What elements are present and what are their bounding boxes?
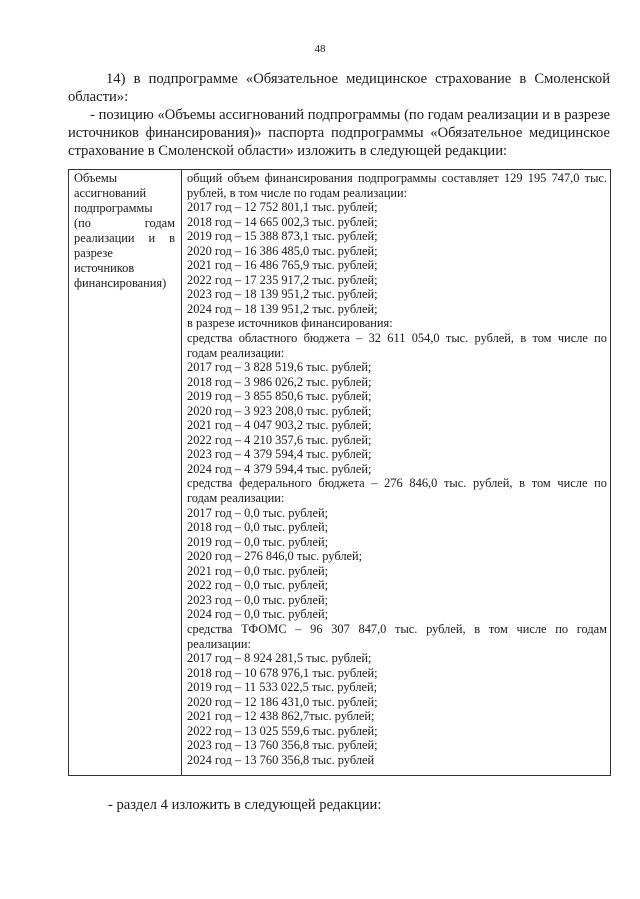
table-value-line: 2021 год – 4 047 903,2 тыс. рублей; xyxy=(187,418,372,433)
table-label-line: финансирования) xyxy=(74,276,167,290)
table-label-line: источников xyxy=(74,261,135,275)
table-label-line: (по годам xyxy=(74,216,175,230)
table-value-line: средства областного бюджета – 32 611 054,0 тыс. рублей, в том числе по xyxy=(187,331,607,346)
table-value-line: 2022 год – 0,0 тыс. рублей; xyxy=(187,578,329,593)
table-value-line: 2018 год – 14 665 002,3 тыс. рублей; xyxy=(187,214,378,229)
table-value-line: общий объем финансирования подпрограммы составляет 129 195 747,0 тыс. xyxy=(187,171,607,185)
table-value-line: 2017 год – 0,0 тыс. рублей; xyxy=(187,505,329,520)
table-value-line: 2024 год – 13 760 356,8 тыс. рублей xyxy=(187,752,375,767)
table-value-line: 2018 год – 10 678 976,1 тыс. рублей; xyxy=(187,665,378,680)
table-value-line: 2019 год – 3 855 850,6 тыс. рублей; xyxy=(187,389,372,404)
table-label-line: Объемы xyxy=(74,171,118,185)
table-value-line: 2022 год – 4 210 357,6 тыс. рублей; xyxy=(187,432,372,447)
table-value-line: 2020 год – 12 186 431,0 тыс. рублей; xyxy=(187,694,378,709)
table-value-line: в разрезе источников финансирования: xyxy=(187,316,393,331)
table-value-line: 2017 год – 8 924 281,5 тыс. рублей; xyxy=(187,651,372,666)
item-14-paragraph: 14) в подпрограмме «Обязательное медицинское страхование в Смоленской области»: xyxy=(68,71,610,105)
passport-table xyxy=(68,169,611,776)
table-value-line: 2019 год – 15 388 873,1 тыс. рублей; xyxy=(187,229,378,244)
table-value-line: 2018 год – 3 986 026,2 тыс. рублей; xyxy=(187,374,372,389)
instruction-paragraph: - позицию «Объемы ассигнований подпрограммы (по годам реализации и в разрезе источников финансирования)» паспорта подпрограммы «Обязательное медицинское страхование в Смоленской области» изложить в следующей редакции: xyxy=(68,107,610,159)
table-label-line: реализации и в xyxy=(74,231,175,245)
table-value-line: 2018 год – 0,0 тыс. рублей; xyxy=(187,520,329,535)
table-value-line: 2021 год – 16 486 765,9 тыс. рублей; xyxy=(187,258,378,273)
table-label-line: ассигнований xyxy=(74,186,147,200)
table-value-line: 2017 год – 3 828 519,6 тыс. рублей; xyxy=(187,360,372,375)
column-divider xyxy=(181,170,182,775)
table-value-cell xyxy=(187,171,607,767)
table-value-line: средства ТФОМС – 96 307 847,0 тыс. рублей, в том числе по годам xyxy=(187,621,607,636)
table-value-line: 2021 год – 0,0 тыс. рублей; xyxy=(187,563,329,578)
table-value-line: 2022 год – 17 235 917,2 тыс. рублей; xyxy=(187,272,378,287)
table-label-cell xyxy=(74,171,175,291)
table-value-line: 2022 год – 13 025 559,6 тыс. рублей; xyxy=(187,723,378,738)
table-value-line: 2020 год – 16 386 485,0 тыс. рублей; xyxy=(187,243,378,258)
table-value-line: 2023 год – 18 139 951,2 тыс. рублей; xyxy=(187,287,378,302)
table-label-line: разрезе xyxy=(74,246,113,260)
table-value-line: 2023 год – 4 379 594,4 тыс. рублей; xyxy=(187,447,372,462)
table-value-line: 2024 год – 0,0 тыс. рублей; xyxy=(187,607,329,622)
table-label-line: подпрограммы xyxy=(74,201,153,215)
section-4-paragraph: - раздел 4 изложить в следующей редакции: xyxy=(108,797,382,813)
table-value-line: 2023 год – 0,0 тыс. рублей; xyxy=(187,592,329,607)
table-value-line: 2019 год – 11 533 022,5 тыс. рублей; xyxy=(187,680,378,695)
table-value-line: 2024 год – 4 379 594,4 тыс. рублей; xyxy=(187,461,372,476)
table-value-line: 2023 год – 13 760 356,8 тыс. рублей; xyxy=(187,738,378,753)
table-value-line: 2024 год – 18 139 951,2 тыс. рублей; xyxy=(187,301,378,316)
table-value-line: 2020 год – 3 923 208,0 тыс. рублей; xyxy=(187,403,372,418)
table-value-line: реализации: xyxy=(187,636,251,651)
table-value-line: 2019 год – 0,0 тыс. рублей; xyxy=(187,534,329,549)
table-value-line: средства федерального бюджета – 276 846,0 тыс. рублей, в том числе по xyxy=(187,476,607,491)
table-value-line: рублей, в том числе по годам реализации: xyxy=(187,185,408,200)
table-value-line: годам реализации: xyxy=(187,345,285,360)
page-number: 48 xyxy=(314,43,326,55)
table-value-line: 2020 год – 276 846,0 тыс. рублей; xyxy=(187,549,363,564)
table-value-line: 2017 год – 12 752 801,1 тыс. рублей; xyxy=(187,200,378,215)
table-value-line: 2021 год – 12 438 862,7тыс. рублей; xyxy=(187,709,375,724)
table-value-line: годам реализации: xyxy=(187,491,285,506)
